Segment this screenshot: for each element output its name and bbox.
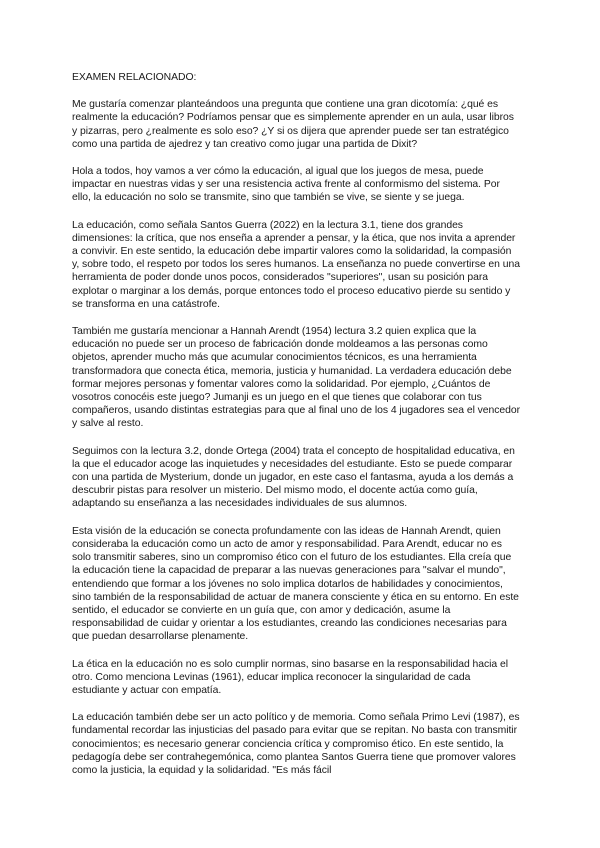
paragraph-greeting: Hola a todos, hoy vamos a ver cómo la educación, al igual que los juegos de mesa, puede impactar en nuestras vidas y ser una resistencia activa frente al conformismo del sistema. Por ello, la educación no solo se transmite, sino que también se vive, se siente y se juega. (72, 166, 500, 204)
paragraph-arendt-jumanji: También me gustaría mencionar a Hannah Arendt (1954) lectura 3.2 quien explica que la educación no puede ser un proceso de fabricación donde moldeamos a las personas como objetos, aprender mucho más que acumular conocimientos técnicos, es una herramienta transformadora que conecta ética, memoria, justicia y humanidad. La verdadera educación debe formar mejores personas y fomentar valores como la solidaridad. Por ejemplo, ¿Cuántos de vosotros conocéis este juego? Jumanji es un juego en el que tienes que colaborar con tus compañeros, usando distintas estrategias para que al final uno de los 4 jugadores sea el vencedor y salve al resto. (72, 326, 521, 430)
paragraph-primo-levi-memory: La educación también debe ser un acto político y de memoria. Como señala Primo Levi (1987), es fundamental recordar las injusticias del pasado para evitar que se repitan. No basta con transmitir conocimientos; es necesario generar conciencia crítica y compromiso ético. En este sentido, la pedagogía debe ser contrahegemónica, como plantea Santos Guerra tiene que promover valores como la justicia, la equidad y la solidaridad. "Es más fácil (72, 712, 520, 776)
paragraph-ortega-mysterium: Seguimos con la lectura 3.2, donde Ortega (2004) trata el concepto de hospitalidad educativa, en la que el educador acoge las inquietudes y necesidades del estudiante. Esto se puede comparar con una partida de Mysterium, donde un jugador, en este caso el fantasma, ayuda a los demás a descubrir pistas para resolver un misterio. Del mismo modo, el docente actúa como guía, adaptando su enseñanza a las necesidades individuales de sus alumnos. (72, 445, 515, 510)
paragraph-levinas-ethics: La ética en la educación no es solo cumplir normas, sino basarse en la responsabilidad hacia el otro. Como menciona Levinas (1961), educar implica reconocer la singularidad de cada estudiante y actuar con empatía. (72, 658, 508, 696)
paragraph-santos-guerra: La educación, como señala Santos Guerra (2022) en la lectura 3.1, tiene dos grandes dimensiones: la crítica, que nos enseña a aprender a pensar, y la ética, que nos invita a aprender a convivir. En este sentido, la educación debe impartir valores como la solidaridad, la compasión y, sobre todo, el respeto por todos los seres humanos. La enseñanza no puede convertirse en una herramienta de poder donde unos pocos, considerados "superiores", usan su posición para explotar o marginar a los demás, porque entonces todo el proceso educativo pierde su sentido y se transforma en una catástrofe. (72, 219, 520, 310)
document-body (72, 71, 520, 777)
paragraph-intro-question: Me gustaría comenzar planteándoos una pregunta que contiene una gran dicotomía: ¿qué es realmente la educación? Podríamos pensar que es simplemente aprender en un aula, usar libros y pizarras, pero ¿realmente es solo eso? ¿Y si os dijera que aprender puede ser tan estratégico como una partida de ajedrez y tan creativo como jugar una partida de Dixit? (72, 99, 514, 150)
document-heading: EXAMEN RELACIONADO: (72, 72, 197, 83)
paragraph-arendt-love-responsibility: Esta visión de la educación se conecta profundamente con las ideas de Hannah Arendt, quien consideraba la educación como un acto de amor y responsabilidad. Para Arendt, educar no es solo transmitir saberes, sino un compromiso ético con el futuro de los estudiantes. Ella creía que la educación tiene la capacidad de preparar a las nuevas generaciones para "salvar el mundo", entendiendo que formar a los jóvenes no solo implica dotarlos de habilidades y conocimientos, sino también de la responsabilidad de actuar de manera consciente y ética en su entorno. En este sentido, el educador se convierte en un guía que, con amor y dedicación, asume la responsabilidad de cuidar y orientar a los estudiantes, creando las condiciones necesarias para que puedan desarrollarse plenamente. (72, 525, 519, 643)
